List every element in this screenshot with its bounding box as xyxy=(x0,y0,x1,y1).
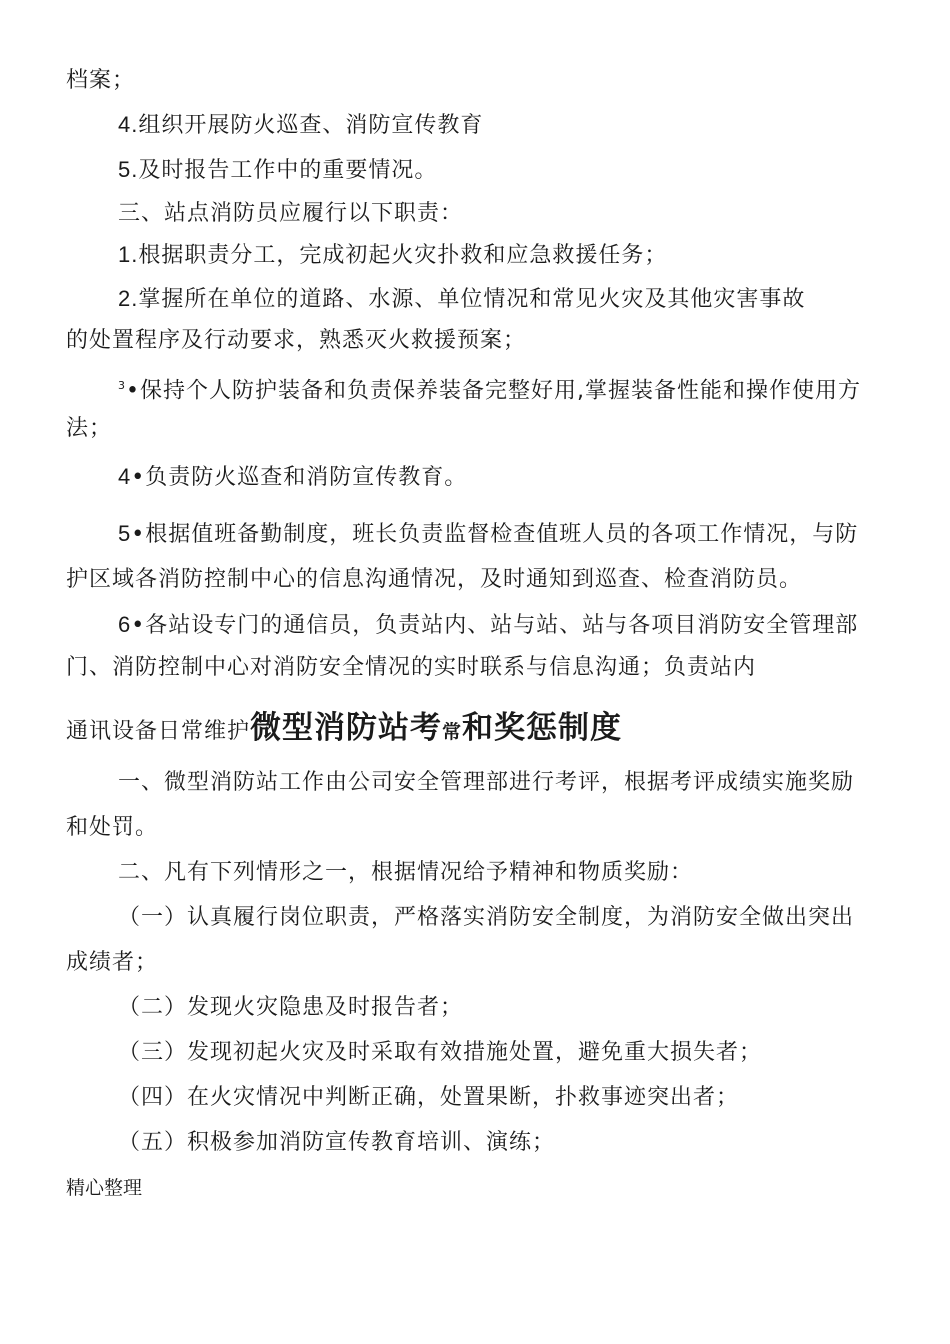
list-item: 2.掌握所在单位的道路、水源、单位情况和常见火灾及其他灾害事故 xyxy=(118,286,806,312)
list-item: （四）在火灾情况中判断正确，处置果断，扑救事迹突出者； xyxy=(118,1085,740,1110)
list-item: （二）发现火灾隐患及时报告者； xyxy=(118,995,464,1020)
list-item: （五）积极参加消防宣传教育培训、演练； xyxy=(118,1130,556,1155)
list-item: 5.及时报告工作中的重要情况。 xyxy=(118,157,438,183)
list-item: 5•根据值班备勤制度，班长负责监督检查值班人员的各项工作情况，与防 xyxy=(118,521,859,547)
list-item: 6•各站设专门的通信员，负责站内、站与站、站与各项目消防安全管理部 xyxy=(118,612,859,638)
paragraph-line: 法； xyxy=(66,416,113,441)
list-item: 4•负责防火巡查和消防宣传教育。 xyxy=(118,464,468,490)
list-item: 4.组织开展防火巡查、消防宣传教育 xyxy=(118,112,484,138)
document-title: 微型消防站考常和奖惩制度 xyxy=(250,710,623,746)
list-item: （三）发现初起火灾及时采取有效措施处置，避免重大损失者； xyxy=(118,1040,763,1065)
paragraph-line: 门、消防控制中心对消防安全情况的实时联系与信息沟通；负责站内 xyxy=(66,655,757,680)
paragraph-line: 的处置程序及行动要求，熟悉灭火救援预案； xyxy=(66,328,527,353)
list-item: （一）认真履行岗位职责，严格落实消防安全制度，为消防安全做出突出 xyxy=(118,905,855,930)
list-item: 1.根据职责分工，完成初起火灾扑救和应急救援任务； xyxy=(118,242,668,268)
title-line: 通讯设备日常维护微型消防站考常和奖惩制度 xyxy=(66,710,623,746)
paragraph-line: 护区域各消防控制中心的信息沟通情况，及时通知到巡查、检查消防员。 xyxy=(66,567,803,592)
paragraph-line: 成绩者； xyxy=(66,950,159,975)
section-heading: 三、站点消防员应履行以下职责： xyxy=(118,201,464,226)
footer-text: 精心整理 xyxy=(66,1177,143,1199)
section-heading: 二、凡有下列情形之一，根据情况给予精神和物质奖励： xyxy=(118,860,694,885)
list-item: $^3$•保持个人防护装备和负责保养装备完整好用,掌握装备性能和操作使用方 xyxy=(118,378,861,404)
paragraph-line: 和处罚。 xyxy=(66,815,159,840)
paragraph-line: 一、微型消防站工作由公司安全管理部进行考评，根据考评成绩实施奖励 xyxy=(118,770,855,795)
paragraph-line: 档案； xyxy=(66,68,136,93)
